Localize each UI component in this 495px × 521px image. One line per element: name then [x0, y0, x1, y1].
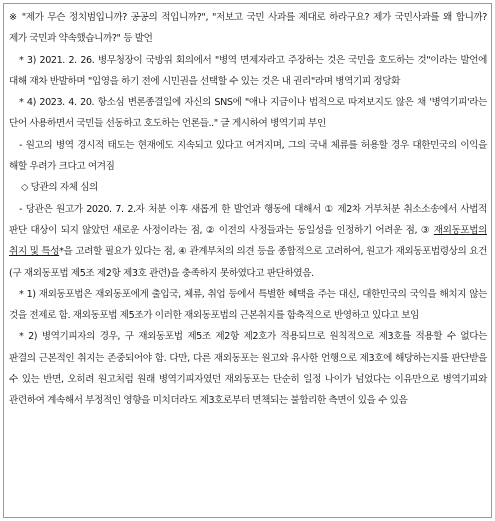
- footnote-3: * 3) 2021. 2. 26. 병무청장이 국방위 회의에서 "병역 면제자라고 주장하는 것은 국민을 호도하는 것"이라는 발언에 대해 재차 반발하며 "입영을 하기 전에 시민권을 선택할 수 있는 것은 내 권리"라며 병역기피 정당화: [9, 54, 487, 87]
- underlined-phrase: 재외동포법의 취지 및 특성: [9, 224, 487, 258]
- quote-paragraph: ※ "제가 무슨 정치범입니까? 공공의 적입니까?", "저보고 국민 사과를 제대로 하라구요? 제가 국민사과를 왜 합니까? 제가 국민과 약속했습니까?" 등 발언: [9, 12, 487, 45]
- section-heading: ◇ 당관의 자체 심의: [21, 182, 98, 194]
- footnote-2: * 2) 병역기피자의 경우, 구 재외동포법 제5조 제2항 제2호가 적용되므로 원칙적으로 제3호를 적용할 수 없다는 판결의 근본적인 취지는 존중되어야 함. 다만, 다른 재외동포는 원고와 유사한 언행으로 제3호에 해당하는지를 판단받을 수 있는 반면, 오히려 원고처럼 원래 병역기피자였던 재외동포는 단순히 일정 나이가 넘었다는 이유만으로 병역기피와 관련하여 계속해서 부정적인 영향을 미치더라도 제3호로부터 면책되는 불합리한 측면이 있을 수 있음: [9, 331, 487, 407]
- review-text-end: *을 고려할 필요가 있다는 점, ④ 관계부처의 의견 등을 종합적으로 고려하여, 원고가 재외동포법령상의 요건(구 재외동포법 제5조 제2항 제3호 관련)을 충족하지 못하였다고 판단하였음.: [9, 246, 488, 279]
- review-paragraph: [9, 199, 487, 284]
- review-text-start: - 당관은 원고가 2020. 7. 2.자 처분 이후 새롭게 한 발언과 행동에 대해서 ① 제2차 거부처분 취소소송에서 사법적 판단 대상이 되지 않았던 새로운 사정이라는 점, ② 이전의 사정들과는 동일성을 인정하기 어려운 점, ③: [9, 203, 487, 236]
- footnote-4: * 4) 2023. 4. 20. 항소심 변론종결일에 자신의 SNS에 "애나 지금이나 법적으로 따져보지도 않은 채 '병역기피'라는 단어 사용하면서 국민들 선동하고 호도하는 언론들.." 글 게시하여 병역기피 부인: [9, 97, 487, 130]
- attitude-paragraph: - 원고의 병역 경시적 태도는 현재에도 지속되고 있다고 여겨지며, 그의 국내 체류를 허용할 경우 대한민국의 이익을 해할 우려가 크다고 여겨짐: [9, 139, 487, 173]
- footnote-1: * 1) 재외동포법은 재외동포에게 출입국, 체류, 취업 등에서 특별한 혜택을 주는 대신, 대한민국의 국익을 해치지 않는 것을 전제로 함. 재외동포법 제5조가 이러한 재외동포법의 근본취지를 함축적으로 반영하고 있다고 보임: [9, 288, 487, 322]
